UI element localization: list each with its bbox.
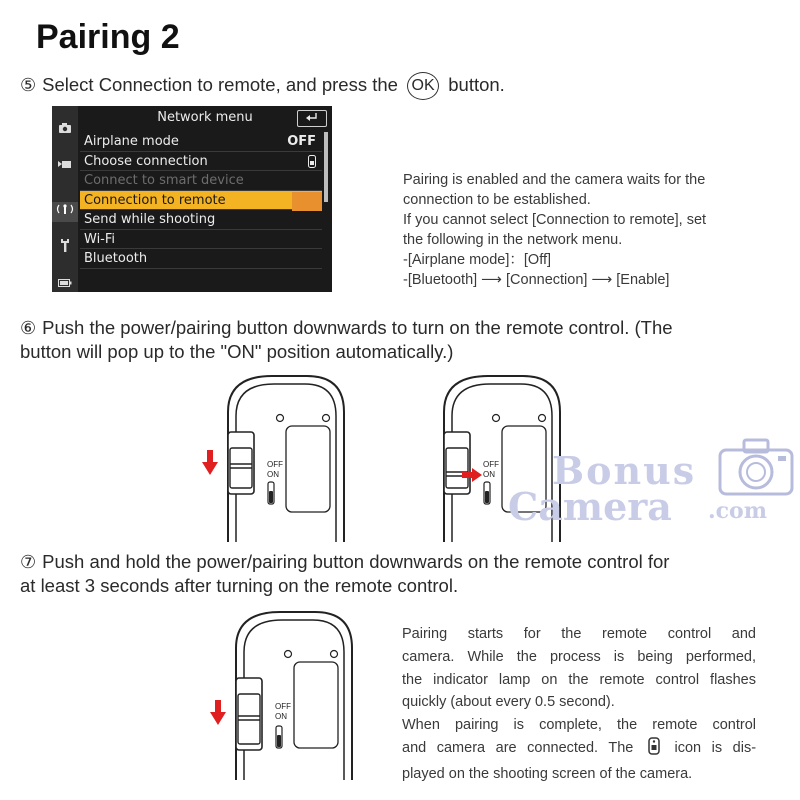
remote-illustration-pairing bbox=[230, 608, 370, 780]
step7-line2: at least 3 seconds after turning on the remote control. bbox=[20, 575, 459, 596]
down-arrow-icon bbox=[202, 450, 218, 481]
note-line: connection to be established. bbox=[403, 192, 591, 208]
step5-note bbox=[403, 170, 773, 290]
menu-item-choose-connection[interactable] bbox=[80, 152, 322, 172]
menu-item-label: Choose connection bbox=[84, 153, 208, 169]
remote-icon bbox=[648, 737, 660, 763]
off-label: OFF bbox=[483, 460, 499, 469]
note-line: Pairing starts for the remote control and bbox=[402, 626, 756, 642]
note-line: the following in the network menu. bbox=[403, 232, 623, 248]
movie-icon bbox=[57, 158, 73, 172]
right-arrow-icon bbox=[462, 468, 482, 487]
step5-heading bbox=[20, 72, 505, 100]
step7-heading bbox=[20, 550, 790, 598]
note-line: When pairing is complete, the remote control bbox=[402, 717, 756, 734]
down-arrow-icon bbox=[210, 700, 226, 731]
camera-menu-title: Network menu bbox=[157, 110, 253, 125]
menu-item-label: Connection to remote bbox=[84, 192, 226, 208]
on-label: ON bbox=[483, 470, 495, 479]
switch-labels bbox=[483, 460, 499, 480]
note-line-6b: icon is dis- bbox=[674, 739, 757, 756]
note-line: the indicator lamp on the remote control flashes bbox=[402, 671, 756, 688]
network-icon bbox=[52, 202, 78, 222]
camera-logo-icon bbox=[716, 434, 796, 503]
note-line: -[Bluetooth] ⟶ [Connection] ⟶ [Enable] bbox=[403, 272, 670, 288]
note-line: -[Airplane mode]：[Off] bbox=[403, 252, 552, 268]
switch-labels bbox=[275, 702, 291, 722]
menu-item-connection-to-remote[interactable] bbox=[80, 191, 322, 211]
watermark-line2: Camera bbox=[508, 484, 672, 529]
menu-item-label: Connect to smart device bbox=[84, 173, 244, 188]
step7-line1: Push and hold the power/pairing button downwards on the remote control for bbox=[42, 551, 670, 572]
menu-item-bluetooth[interactable] bbox=[80, 249, 322, 269]
ok-button-icon: OK bbox=[407, 72, 439, 100]
note-line: Pairing is enabled and the camera waits for the bbox=[403, 172, 706, 188]
battery-icon bbox=[57, 276, 73, 290]
step5-text-after: button. bbox=[448, 73, 505, 95]
wrench-icon bbox=[57, 238, 73, 252]
switch-labels bbox=[267, 460, 283, 480]
on-label: ON bbox=[275, 712, 287, 721]
menu-item-connect-smart-device bbox=[80, 171, 322, 191]
note-line: camera. While the process is being performed, bbox=[402, 648, 756, 665]
menu-item-label: Send while shooting bbox=[84, 212, 216, 227]
menu-item-label: Bluetooth bbox=[84, 251, 148, 266]
step6-number: ⑥ bbox=[20, 318, 37, 338]
note-line-6a: and camera are connected. The bbox=[402, 739, 634, 756]
selected-row-accent bbox=[292, 192, 322, 211]
step7-note bbox=[402, 623, 756, 786]
step7-number: ⑦ bbox=[20, 552, 37, 572]
step5-text-before: Select Connection to remote, and press the bbox=[42, 73, 398, 95]
page-title: Pairing 2 bbox=[36, 18, 180, 56]
watermark-line1: Bonus bbox=[552, 448, 697, 493]
note-line: played on the shooting screen of the camera. bbox=[402, 765, 693, 782]
menu-item-label: Wi-Fi bbox=[84, 231, 116, 247]
watermark bbox=[508, 446, 798, 536]
note-line: If you cannot select [Connection to remote], set bbox=[403, 212, 707, 228]
on-label: ON bbox=[267, 470, 279, 479]
step6-heading bbox=[20, 316, 790, 364]
menu-item-label: Airplane mode bbox=[84, 134, 179, 149]
camera-menu-sidebar bbox=[52, 106, 78, 292]
step5-number: ⑤ bbox=[20, 74, 37, 95]
remote-illustration-off bbox=[222, 372, 362, 542]
step6-line1: Push the power/pairing button downwards to turn on the remote control. (The bbox=[42, 317, 673, 338]
menu-item-value: OFF bbox=[287, 134, 316, 149]
menu-item-airplane-mode[interactable] bbox=[80, 132, 322, 152]
camera-icon bbox=[57, 122, 73, 136]
off-label: OFF bbox=[275, 702, 291, 711]
note-line: quickly (about every 0.5 second). bbox=[402, 694, 615, 711]
note-line bbox=[402, 737, 756, 763]
menu-scrollbar[interactable] bbox=[324, 132, 328, 202]
watermark-suffix: .com bbox=[708, 498, 768, 524]
step6-line2: button will pop up to the "ON" position automatically.) bbox=[20, 341, 454, 362]
menu-item-send-while-shooting[interactable] bbox=[80, 210, 322, 230]
return-icon bbox=[297, 110, 327, 127]
off-label: OFF bbox=[267, 460, 283, 469]
menu-item-wifi[interactable] bbox=[80, 230, 322, 250]
